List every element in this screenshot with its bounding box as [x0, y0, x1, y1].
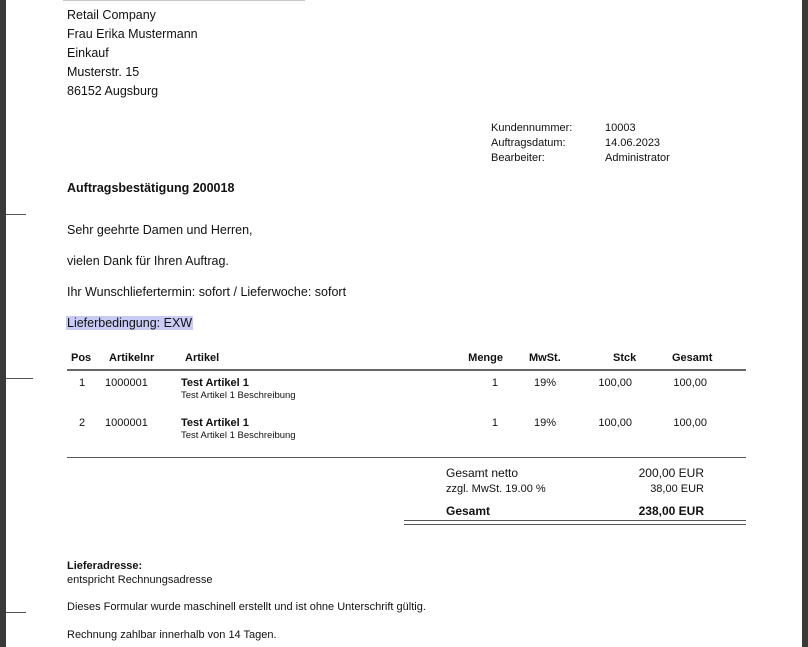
customer-number-label: Kundennummer: [491, 122, 573, 134]
row-unit-price: 100,00 [598, 417, 632, 429]
clerk-label: Bearbeiter: [491, 152, 545, 164]
fold-mark-top [6, 214, 26, 215]
col-header-unit-price: Stck [613, 352, 637, 364]
table-header-rule [67, 369, 746, 371]
total-double-rule-bottom [404, 524, 746, 525]
recipient-address [67, 6, 198, 101]
row-pos: 1 [79, 377, 86, 389]
document-title: Auftragsbestätigung 200018 [67, 181, 235, 195]
row-article-name: Test Artikel 1 [181, 417, 249, 429]
row-quantity: 1 [491, 377, 498, 389]
vat-total-value: 38,00 EUR [650, 483, 704, 495]
row-article-no: 1000001 [105, 417, 148, 429]
row-article-description: Test Artikel 1 Beschreibung [181, 430, 296, 441]
net-total-label: Gesamt netto [446, 466, 519, 480]
row-article-description: Test Artikel 1 Beschreibung [181, 390, 296, 401]
row-article-no: 1000001 [105, 377, 148, 389]
gross-total-label: Gesamt [446, 504, 491, 518]
col-header-quantity: Menge [468, 352, 503, 364]
row-unit-price: 100,00 [598, 377, 632, 389]
col-header-total: Gesamt [672, 352, 713, 364]
col-header-vat: MwSt. [529, 352, 561, 364]
recipient-street: Musterstr. 15 [67, 65, 140, 79]
total-double-rule-top [404, 520, 746, 521]
vat-total-label: zzgl. MwSt. 19.00 % [446, 483, 546, 495]
greeting: Sehr geehrte Damen und Herren, [67, 223, 253, 237]
col-header-article: Artikel [185, 352, 220, 364]
selected-text-highlight: Lieferbedingung: EXW [67, 316, 193, 330]
recipient-city: 86152 Augsburg [67, 84, 159, 98]
row-vat: 19% [534, 377, 557, 389]
table-bottom-rule [67, 457, 746, 458]
recipient-person: Frau Erika Mustermann [67, 27, 198, 41]
viewer-right-edge [802, 0, 808, 647]
row-total: 100,00 [673, 377, 707, 389]
row-article-name: Test Artikel 1 [181, 377, 249, 389]
delivery-terms-text[interactable] [66, 316, 193, 330]
order-date-label: Auftragsdatum: [491, 137, 566, 149]
delivery-date-text: Ihr Wunschliefertermin: sofort / Lieferwoche: sofort [67, 285, 347, 299]
clerk: Administrator [605, 152, 670, 164]
customer-number: 10003 [605, 122, 636, 134]
payment-terms: Rechnung zahlbar innerhalb von 14 Tagen. [67, 629, 277, 641]
row-pos: 2 [79, 417, 86, 429]
fold-mark-bottom [6, 612, 26, 613]
viewer-left-edge [0, 0, 6, 647]
row-total: 100,00 [673, 417, 707, 429]
order-date: 14.06.2023 [605, 137, 661, 149]
recipient-company: Retail Company [67, 8, 156, 22]
row-quantity: 1 [491, 417, 498, 429]
net-total-value: 200,00 EUR [638, 466, 704, 480]
punch-mark [6, 378, 33, 379]
sender-line-rule [63, 0, 305, 1]
order-meta [491, 121, 572, 166]
thanks-text: vielen Dank für Ihren Auftrag. [67, 254, 229, 268]
gross-total-value: 238,00 EUR [638, 504, 704, 518]
delivery-address-label: Lieferadresse: [67, 560, 143, 572]
col-header-pos: Pos [71, 352, 92, 364]
delivery-address: entspricht Rechnungsadresse [67, 574, 213, 586]
col-header-article-no: Artikelnr [109, 352, 155, 364]
machine-generated-notice: Dieses Formular wurde maschinell erstellt und ist ohne Unterschrift gültig. [67, 601, 426, 613]
recipient-department: Einkauf [67, 46, 109, 60]
order-meta-values [605, 121, 670, 166]
row-vat: 19% [534, 417, 557, 429]
